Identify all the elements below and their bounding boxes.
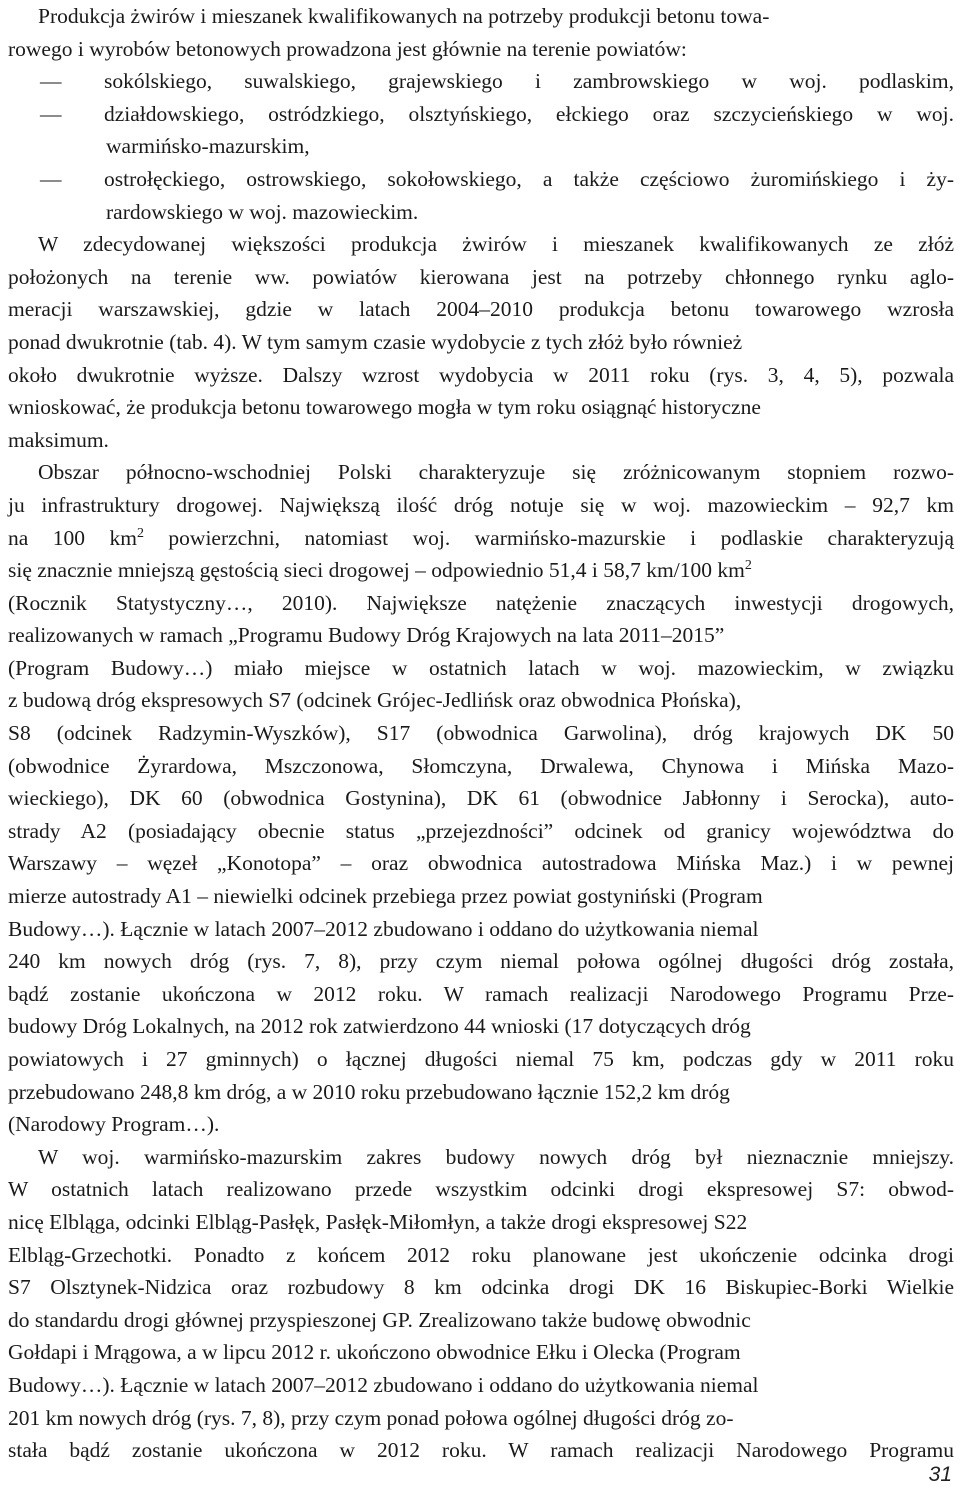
- text-line: W woj. warmińsko-mazurskim zakres budowy nowych dróg był nieznacznie mniejszy.: [38, 1144, 954, 1169]
- text-line: stała bądź zostanie ukończona w 2012 roku. W ramach realizacji Narodowego Programu: [8, 1438, 954, 1463]
- text-line: [8, 554, 954, 587]
- superscript: 2: [744, 558, 752, 574]
- text-line: Obszar północno-wschodniej Polski charakteryzuje się zróżnicowanym stopniem rozwo-: [38, 460, 954, 485]
- list-item: [8, 65, 954, 98]
- text-line: (Program Budowy…) miało miejsce w ostatnich latach w woj. mazowieckim, w związku: [8, 655, 954, 680]
- text-line: (Narodowy Program…).: [8, 1112, 220, 1137]
- text-line: Elbląg-Grzechotki. Ponadto z końcem 2012 roku planowane jest ukończenie odcinka drogi: [8, 1242, 954, 1267]
- dash-marker: —: [40, 166, 62, 191]
- text-line: Warszawy – węzeł „Konotopa” – oraz obwodnica autostradowa Mińska Maz.) i w pewnej: [8, 851, 954, 876]
- text-line: do standardu drogi głównej przyspieszonej GP. Zrealizowano także budowę obwodnic: [8, 1307, 751, 1332]
- text-line: rowego i wyrobów betonowych prowadzona jest głównie na terenie powiatów:: [8, 36, 687, 61]
- text-fragment: na 100 km: [8, 525, 137, 550]
- text-line: Gołdapi i Mrągowa, a w lipcu 2012 r. ukończono obwodnice Ełku i Olecka (Program: [8, 1340, 741, 1365]
- list-item: [8, 163, 954, 196]
- text-line: W zdecydowanej większości produkcja żwirów i mieszanek kwalifikowanych ze złóż: [38, 232, 954, 257]
- text-line: przebudowano 248,8 km dróg, a w 2010 roku przebudowano łącznie 152,2 km dróg: [8, 1079, 730, 1104]
- list-item-text: ostrołęckiego, ostrowskiego, sokołowskiego, a także częściowo żuromińskiego i ży-: [104, 166, 954, 191]
- text-line: 240 km nowych dróg (rys. 7, 8), przy czym niemal połowa ogólnej długości dróg została,: [8, 949, 954, 974]
- list-districts: [8, 65, 954, 228]
- text-line: wieckiego), DK 60 (obwodnica Gostynina), DK 61 (obwodnice Jabłonny i Serocka), auto-: [8, 786, 954, 811]
- document-body: [8, 0, 954, 1467]
- text-line: (obwodnice Żyrardowa, Mszczonowa, Słomczyna, Drwalewa, Chynowa i Mińska Mazo-: [8, 753, 954, 778]
- text-line: mierze autostrady A1 – niewielki odcinek przebiega przez powiat gostyniński (Program: [8, 884, 763, 909]
- text-line: powiatowych i 27 gminnych) o łącznej długości niemal 75 km, podczas gdy w 2011 roku: [8, 1047, 954, 1071]
- text-line: [8, 522, 954, 555]
- text-line: ponad dwukrotnie (tab. 4). W tym samym czasie wydobycie z tych złóż było również: [8, 329, 743, 354]
- dash-marker: —: [40, 69, 62, 94]
- list-item-text: działdowskiego, ostródzkiego, olsztyńskiego, ełckiego oraz szczycieńskiego w woj.: [104, 101, 954, 126]
- text-line: maksimum.: [8, 427, 109, 452]
- dash-marker: —: [40, 101, 62, 126]
- text-line: strady A2 (posiadający obecnie status „przejezdności” odcinek od granicy województwa do: [8, 818, 954, 843]
- text-line: około dwukrotnie wyższe. Dalszy wzrost wydobycia w 2011 roku (rys. 3, 4, 5), pozwala: [8, 362, 954, 387]
- text-line: 201 km nowych dróg (rys. 7, 8), przy czym ponad połowa ogólnej długości dróg zo-: [8, 1405, 734, 1430]
- text-line: wnioskować, że produkcja betonu towarowego mogła w tym roku osiągnąć historyczne: [8, 395, 761, 420]
- list-item-continuation: rardowskiego w woj. mazowieckim.: [106, 199, 419, 224]
- superscript: 2: [136, 525, 144, 541]
- text-line: nicę Elbląga, odcinki Elbląg-Pasłęk, Pasłęk-Miłomłyn, a także drogi ekspresowej S22: [8, 1209, 748, 1234]
- text-line: meracji warszawskiej, gdzie w latach 2004–2010 produkcja betonu towarowego wzrosła: [8, 297, 954, 322]
- text-line: położonych na terenie ww. powiatów kierowana jest na potrzeby chłonnego rynku aglo-: [8, 264, 954, 289]
- list-item-text: sokólskiego, suwalskiego, grajewskiego i zambrowskiego w woj. podlaskim,: [104, 69, 954, 94]
- text-line: ju infrastruktury drogowej. Największą ilość dróg notuje się w woj. mazowieckim – 92,7 km: [8, 492, 954, 517]
- text-line: bądź zostanie ukończona w 2012 roku. W ramach realizacji Narodowego Programu Prze-: [8, 981, 954, 1006]
- paragraph-gravel-production: [8, 0, 954, 65]
- text-line: W ostatnich latach realizowano przede wszystkim odcinki drogi ekspresowej S7: obwod-: [8, 1177, 954, 1202]
- list-item: [8, 98, 954, 131]
- text-line: Budowy…). Łącznie w latach 2007–2012 zbudowano i oddano do użytkowania niemal: [8, 1372, 759, 1397]
- text-fragment: się znacznie mniejszą gęstością sieci drogowej – odpowiednio 51,4 i 58,7 km/100 km: [8, 558, 745, 583]
- text-line: realizowanych w ramach „Programu Budowy Dróg Krajowych na lata 2011–2015”: [8, 623, 725, 648]
- text-line: budowy Dróg Lokalnych, na 2012 rok zatwierdzono 44 wnioski (17 dotyczących dróg: [8, 1014, 751, 1039]
- text-line: z budową dróg ekspresowych S7 (odcinek Grójec-Jedlińsk oraz obwodnica Płońska),: [8, 688, 742, 713]
- paragraph-warmia-masuria: [8, 1141, 954, 1467]
- text-line: S8 (odcinek Radzymin-Wyszków), S17 (obwodnica Garwolina), dróg krajowych DK 50: [8, 721, 954, 746]
- text-line: (Rocznik Statystyczny…, 2010). Największe natężenie znaczących inwestycji drogowych,: [8, 590, 954, 615]
- paragraph-market-demand: [8, 228, 954, 456]
- text-fragment: powierzchni, natomiast woj. warmińsko-mazurskie i podlaskie charakteryzują: [143, 525, 954, 550]
- text-line: Produkcja żwirów i mieszanek kwalifikowanych na potrzeby produkcji betonu towa-: [38, 4, 770, 28]
- text-line: Budowy…). Łącznie w latach 2007–2012 zbudowano i oddano do użytkowania niemal: [8, 916, 759, 941]
- paragraph-road-infrastructure: [8, 456, 954, 1140]
- list-item-continuation: warmińsko-mazurskim,: [106, 134, 310, 159]
- text-line: S7 Olsztynek-Nidzica oraz rozbudowy 8 km odcinka drogi DK 16 Biskupiec-Borki Wielkie: [8, 1275, 954, 1300]
- page-number: 31: [928, 1463, 952, 1486]
